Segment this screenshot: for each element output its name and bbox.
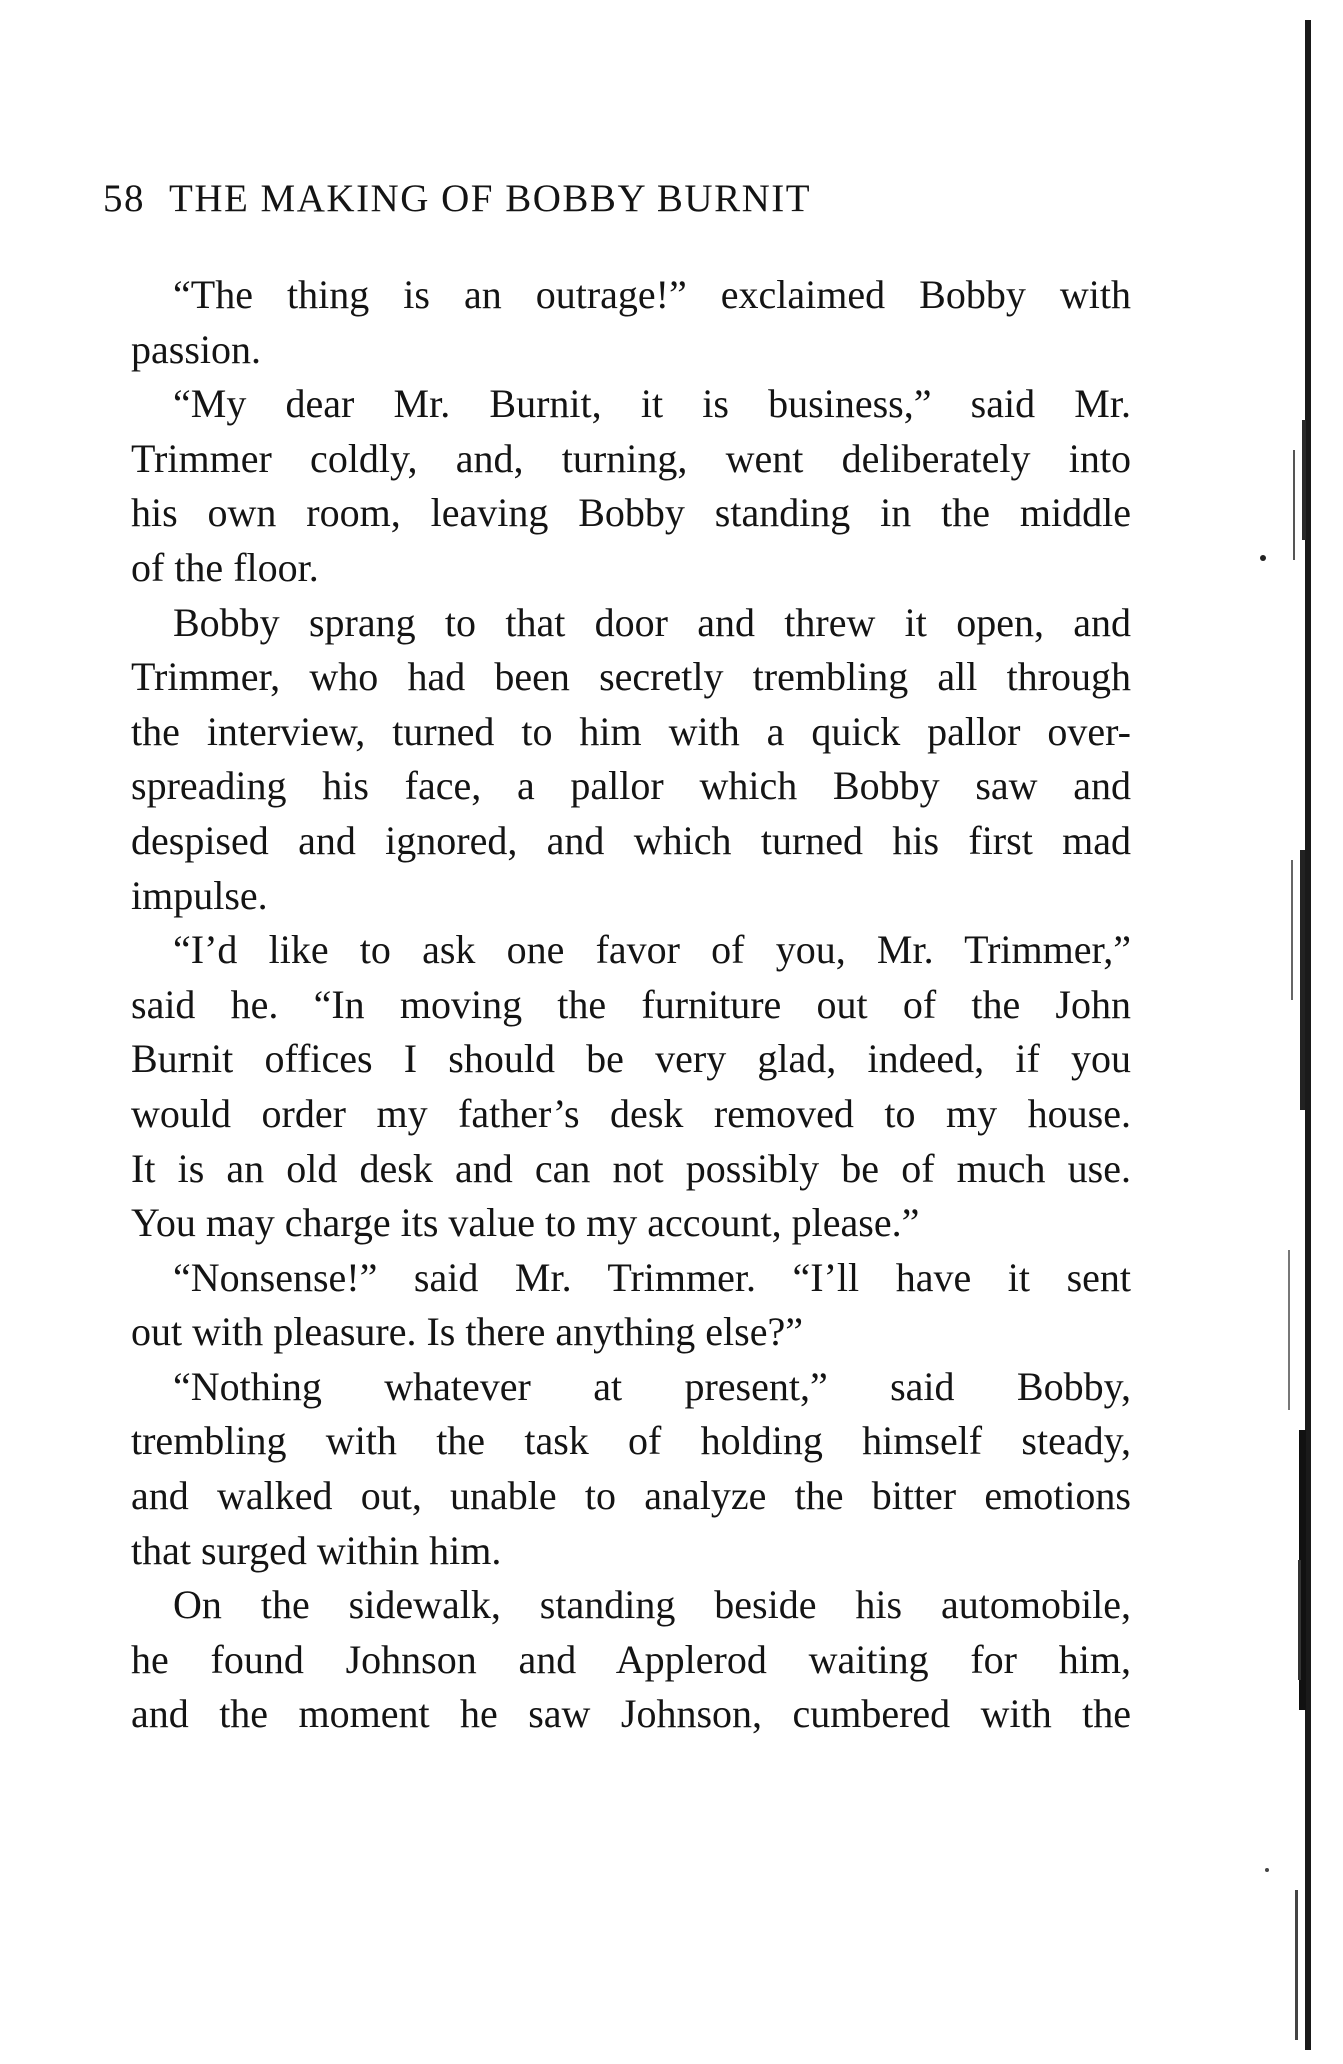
text-line: “The thing is an outrage!” exclaimed Bobby with bbox=[173, 272, 1131, 317]
text-line: It is an old desk and can not possibly be of much use. bbox=[131, 1145, 1131, 1191]
body-text bbox=[131, 268, 1131, 1742]
running-title: THE MAKING OF BOBBY BURNIT bbox=[169, 177, 812, 220]
paragraph bbox=[131, 1578, 1131, 1742]
text-line: said he. “In moving the furniture out of the John bbox=[131, 981, 1131, 1027]
text-line: and the moment he saw Johnson, cumbered with the bbox=[131, 1691, 1131, 1737]
text-line: spreading his face, a pallor which Bobby saw and bbox=[131, 763, 1131, 809]
paragraph bbox=[131, 377, 1131, 595]
text-line: Trimmer coldly, and, turning, went deliberately into bbox=[131, 435, 1131, 481]
text-line: trembling with the task of holding himself steady, bbox=[131, 1418, 1131, 1464]
page-edge-shadow bbox=[1253, 0, 1343, 2064]
text-line: Trimmer, who had been secretly trembling all through bbox=[131, 654, 1131, 700]
text-line: the interview, turned to him with a quick pallor over- bbox=[131, 708, 1131, 754]
text-line: “My dear Mr. Burnit, it is business,” said Mr. bbox=[173, 381, 1131, 427]
text-line: “Nonsense!” said Mr. Trimmer. “I’ll have it sent bbox=[173, 1254, 1131, 1300]
text-line: would order my father’s desk removed to my house. bbox=[131, 1090, 1131, 1136]
text-line: that surged within him. bbox=[131, 1527, 502, 1573]
text-line: “I’d like to ask one favor of you, Mr. Trimmer,” bbox=[173, 927, 1131, 973]
paragraph bbox=[131, 923, 1131, 1251]
paragraph bbox=[131, 268, 1131, 377]
paragraph bbox=[131, 1360, 1131, 1578]
paragraph bbox=[131, 1251, 1131, 1360]
text-line: of the floor. bbox=[131, 544, 319, 590]
text-line: out with pleasure. Is there anything else?” bbox=[131, 1309, 803, 1355]
text-line: Burnit offices I should be very glad, indeed, if you bbox=[131, 1036, 1131, 1082]
text-line: “Nothing whatever at present,” said Bobby, bbox=[173, 1363, 1131, 1409]
text-line: despised and ignored, and which turned his first mad bbox=[131, 817, 1131, 863]
text-line: impulse. bbox=[131, 872, 268, 918]
text-line: passion. bbox=[131, 326, 261, 372]
text-line: and walked out, unable to analyze the bitter emotions bbox=[131, 1473, 1131, 1519]
text-line: his own room, leaving Bobby standing in the middle bbox=[131, 490, 1131, 536]
text-line: he found Johnson and Applerod waiting for him, bbox=[131, 1636, 1131, 1682]
text-line: On the sidewalk, standing beside his automobile, bbox=[173, 1582, 1131, 1628]
paragraph bbox=[131, 596, 1131, 924]
page-number: 58 bbox=[103, 177, 145, 220]
text-line: You may charge its value to my account, please.” bbox=[131, 1200, 920, 1246]
text-line: Bobby sprang to that door and threw it open, and bbox=[173, 599, 1131, 645]
running-header bbox=[103, 176, 1023, 226]
